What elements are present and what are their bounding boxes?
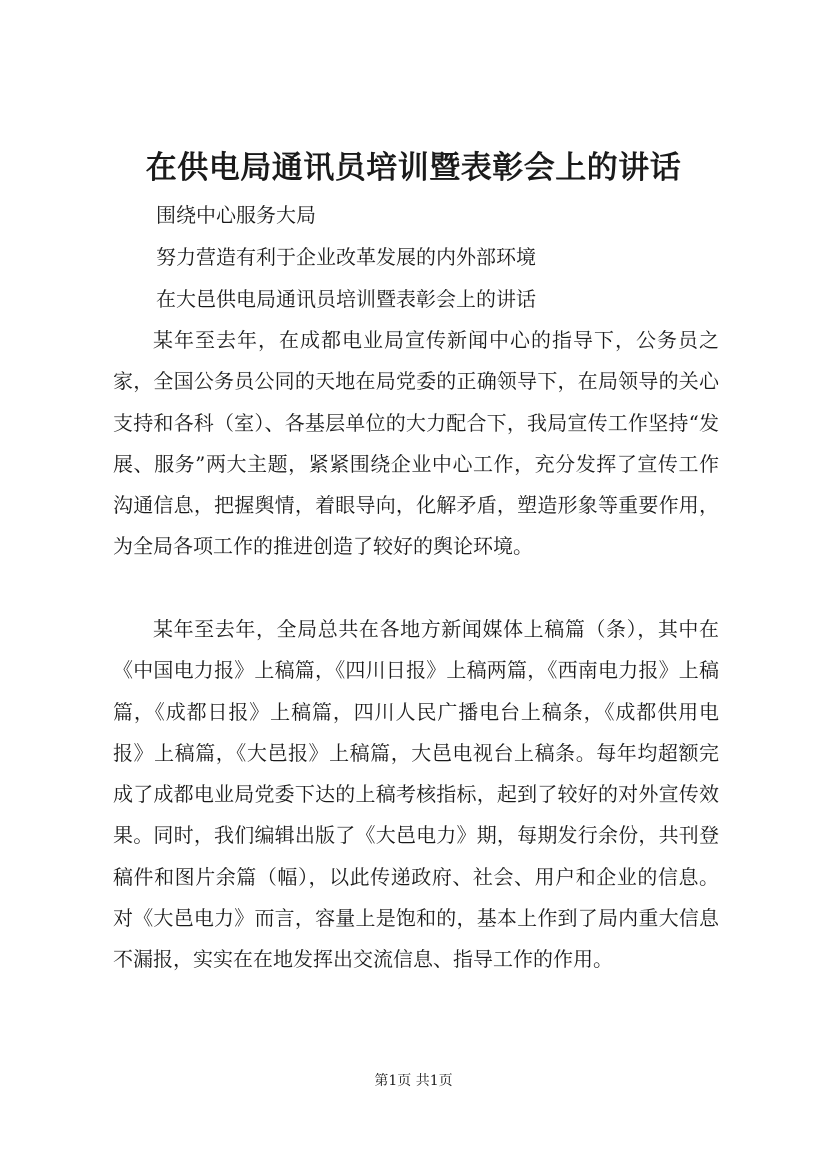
subtitle-line-2: 努力营造有利于企业改革发展的内外部环境 xyxy=(156,245,536,269)
subtitle-line-3: 在大邑供电局通讯员培训暨表彰会上的讲话 xyxy=(156,287,536,311)
page-footer: 第1页 共1页 xyxy=(374,1073,453,1089)
body-paragraph-1: 某年至去年，在成都电业局宣传新闻中心的指导下，公务员之家，全国公务员公同的天地在局党委的正确领导下，在局领导的关心支持和各科（室）、各基层单位的大力配合下，我局宣传工作坚持“发展、服务”两大主题，紧紧围绕企业中心工作，充分发挥了宣传工作沟通信息，把握舆情，着眼导向，化解矛盾，塑造形象等重要作用，为全局各项工作的推进创造了较好的舆论环境。 xyxy=(113,328,719,559)
document-title: 在供电局通讯员培训暨表彰会上的讲话 xyxy=(145,150,682,186)
body-paragraph-2: 某年至去年，全局总共在各地方新闻媒体上稿篇（条），其中在《中国电力报》上稿篇，《四川日报》上稿两篇，《西南电力报》上稿篇，《成都日报》上稿篇，四川人民广播电台上稿条，《成都供用电报》上稿篇，《大邑报》上稿篇，大邑电视台上稿条。每年均超额完成了成都电业局党委下达的上稿考核指标，起到了较好的对外宣传效果。同时，我们编辑出版了《大邑电力》期，每期发行余份，共刊登稿件和图片余篇（幅），以此传递政府、社会、用户和企业的信息。对《大邑电力》而言，容量上是饱和的，基本上作到了局内重大信息不漏报，实实在在地发挥出交流信息、指导工作的作用。 xyxy=(113,617,719,972)
subtitle-line-1: 围绕中心服务大局 xyxy=(156,203,316,227)
